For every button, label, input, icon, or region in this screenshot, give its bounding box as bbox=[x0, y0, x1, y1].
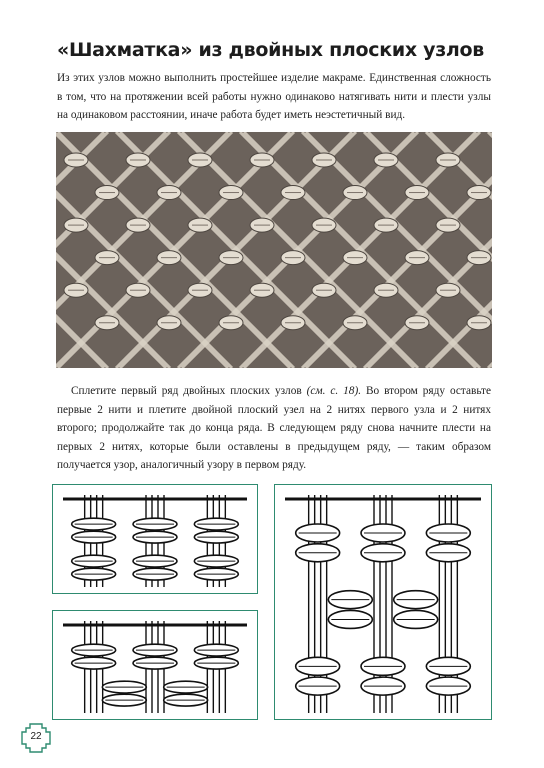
diagram-row-1-drawing bbox=[53, 485, 257, 593]
diagram-row-1 bbox=[52, 484, 258, 594]
page-number: 22 bbox=[30, 731, 42, 742]
photo-cords bbox=[56, 132, 492, 368]
instructions-paragraph bbox=[57, 382, 491, 475]
page-title: «Шахматка» из двойных плоских узлов bbox=[57, 39, 485, 61]
macrame-photo-image bbox=[56, 132, 492, 368]
diagram-detail bbox=[274, 484, 492, 720]
instructions-text-2: Во втором ряду оставьте первые 2 нити и плетите двойной плоский узел на 2 нитях первого узла и 2 нитях второго; продолжайте так до конца ряда. В следующем ряду снова начните плести на первых 2 нитях, которые были оставлены в предыдущем ряду, — таким образом получается узор, аналогичный узору в первом ряду. bbox=[57, 385, 492, 471]
page-number-badge bbox=[20, 722, 52, 754]
page-reference: (см. с. 18). bbox=[306, 385, 362, 397]
diagram-row-2 bbox=[52, 610, 258, 720]
instructions-text-1: Сплетите первый ряд двойных плоских узлов bbox=[71, 385, 307, 397]
macrame-photo bbox=[56, 132, 492, 368]
diagram-detail-drawing bbox=[275, 485, 491, 719]
diagram-row-2-drawing bbox=[53, 611, 257, 719]
intro-paragraph: Из этих узлов можно выполнить простейшее изделие макраме. Единственная сложность в том, что на протяжении всей работы нужно одинаково натягивать нити и плести узлы на одинаковом расстоянии, иначе работа будет иметь неэстетичный вид. bbox=[57, 72, 491, 121]
